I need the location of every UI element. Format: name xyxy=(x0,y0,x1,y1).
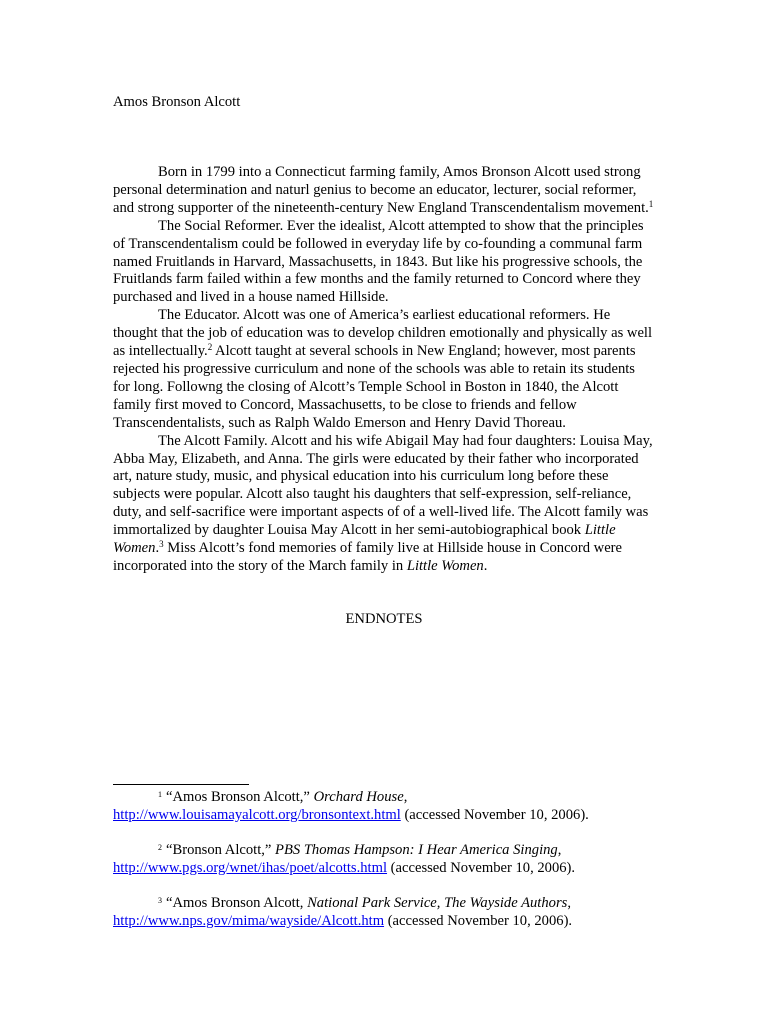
footnote-text: “Bronson Alcott,” xyxy=(166,842,276,858)
footnote-link[interactable]: http://www.louisamayalcott.org/bronsontext.html xyxy=(113,807,401,823)
footnote-text: “Amos Bronson Alcott, xyxy=(166,895,308,911)
paragraph-alcott-family xyxy=(113,433,655,576)
paragraph-text: The Social Reformer. Ever the idealist, Alcott attempted to show that the principles of Transcendentalism could be followed in everyday life by co-founding a communal farm named Fruitlands in Harvard, Massachusetts, in 1843. But like his progressive schools, the Fruitlands farm failed within a few months and the family returned to Concord where they purchased and lived in a house named Hillside. xyxy=(113,217,644,306)
paragraph-text: The Educator. Alcott was one of America’s earliest educational reformers. He thought that the job of education was to develop children emotionally and physically as well as intellectually. xyxy=(113,307,653,360)
paragraph-text: Miss Alcott’s fond memories of family live at Hillside house in Concord were incorporated into the story of the March family in xyxy=(113,540,623,574)
footnote-punct: , xyxy=(403,789,408,805)
footnote-accessed: (accessed November 10, 2006). xyxy=(387,860,576,876)
footnote-text: “Amos Bronson Alcott,” xyxy=(166,789,314,805)
footnote-accessed: (accessed November 10, 2006). xyxy=(400,807,589,823)
footnote-2 xyxy=(113,841,655,877)
footnote-link[interactable]: http://www.nps.gov/mima/wayside/Alcott.htm xyxy=(113,913,385,929)
paragraph-educator xyxy=(113,307,655,432)
paragraph-text: . xyxy=(483,557,488,574)
footnote-number: 2 xyxy=(158,843,162,852)
footnote-3 xyxy=(113,894,655,930)
endnote-ref-2[interactable]: 2 xyxy=(207,342,213,353)
paragraph-intro xyxy=(113,164,655,218)
footnote-accessed: (accessed November 10, 2006). xyxy=(384,913,573,929)
footnote-separator xyxy=(113,784,249,785)
footnote-source: PBS Thomas Hampson: I Hear America Singing xyxy=(275,842,558,858)
book-title: Little Women xyxy=(406,557,484,574)
document-title: Amos Bronson Alcott xyxy=(113,94,241,110)
footnote-link[interactable]: http://www.pgs.org/wnet/ihas/poet/alcotts.html xyxy=(113,860,388,876)
footnote-punct: , xyxy=(557,842,562,858)
footnote-number: 3 xyxy=(158,896,162,905)
endnotes-heading: ENDNOTES xyxy=(345,611,423,627)
paragraph-text: Born in 1799 into a Connecticut farming family, Amos Bronson Alcott used strong personal determination and naturl genius to become an educator, lecturer, social reformer, and strong supporter of the nineteenth-century New England Transcendentalism movement. xyxy=(113,164,649,216)
document-body xyxy=(113,164,655,576)
footnotes xyxy=(113,788,655,947)
endnote-ref-3[interactable]: 3 xyxy=(159,539,164,550)
footnote-punct: , xyxy=(567,895,571,911)
footnote-number: 1 xyxy=(158,790,162,799)
footnote-1 xyxy=(113,788,655,824)
paragraph-text: Alcott taught at several schools in New England; however, most parents rejected his progressive curriculum and none of the schools was able to retain its students for long. Followng the closing of Alcott’s Temple School in Boston in 1840, the Alcott family first moved to Concord, Massachusetts, to be close to friends and fellow Transcendentalists, such as Ralph Waldo Emerson and Henry David Thoreau. xyxy=(113,343,636,431)
footnote-source: Orchard House xyxy=(313,789,404,805)
paragraph-social-reformer xyxy=(113,218,655,308)
paragraph-text: The Alcott Family. Alcott and his wife Abigail May had four daughters: Louisa May, Abba May, Elizabeth, and Anna. The girls were educated by their father who incorporated art, nature study, music, and physical education into his curriculum long before these subjects were popular. Alcott also taught his daughters that self-expression, self-reliance, duty, and self-sacrifice were important aspects of of a well-lived life. The Alcott family was immortalized by daughter Louisa May Alcott in her semi-autobiographical book xyxy=(113,432,653,539)
footnote-source: National Park Service, The Wayside Authors xyxy=(307,895,568,911)
endnote-ref-1[interactable]: 1 xyxy=(648,198,654,209)
paragraph-text: . xyxy=(155,540,160,557)
book-title: Little Women xyxy=(113,522,616,557)
